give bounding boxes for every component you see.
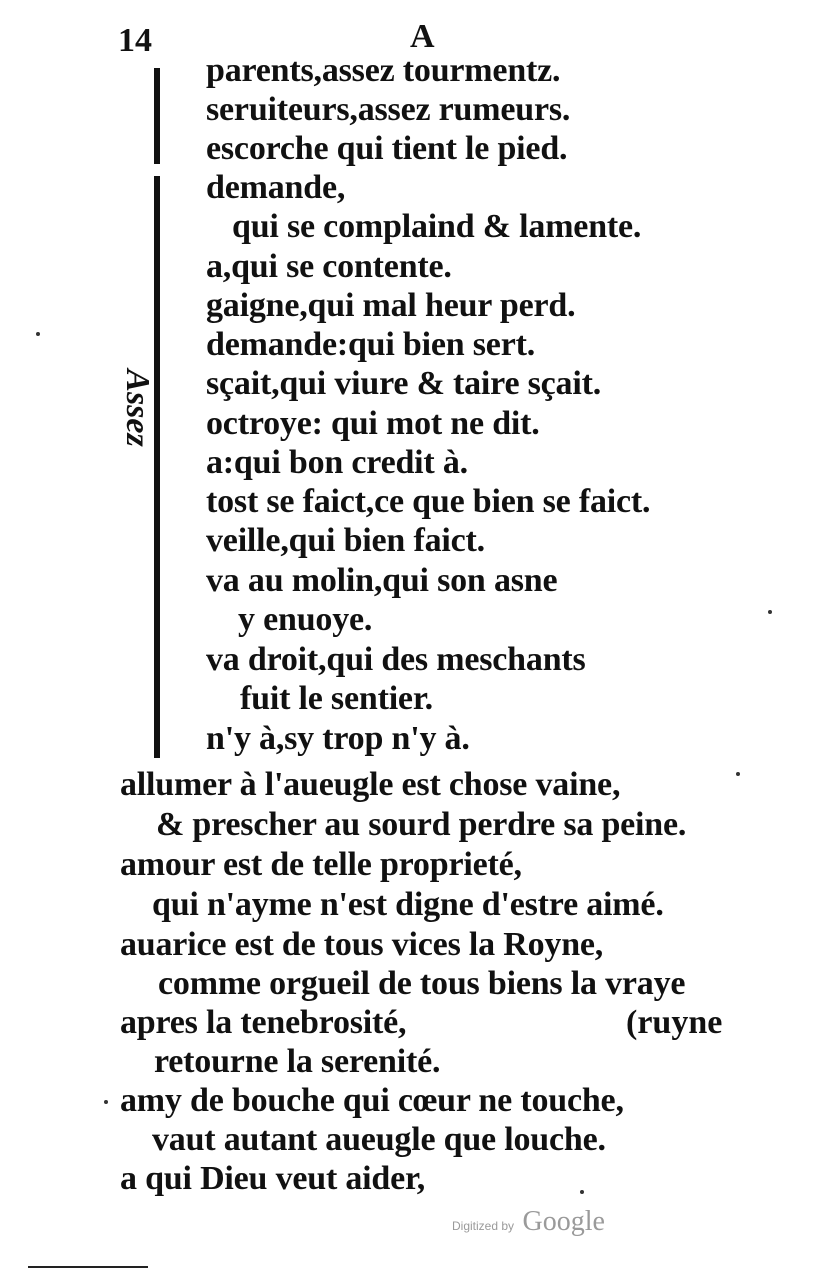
bracket-line: va droit,qui des meschants (206, 641, 586, 678)
bracket-line: sçait,qui viure & taire sçait. (206, 365, 602, 402)
bracket-line: va au molin,qui son asne (206, 562, 558, 599)
bracket-line: tost se faict,ce que bien se faict. (206, 483, 651, 520)
scan-speck (768, 610, 772, 614)
bracket-line: seruiteurs,assez rumeurs. (206, 91, 571, 128)
ruyne-fragment: (ruyne (626, 1004, 723, 1041)
watermark-brand: Google (522, 1206, 605, 1237)
bracket-line: demande:qui bien sert. (206, 326, 536, 363)
proverb-line: comme orgueil de tous biens la vraye (158, 965, 686, 1002)
proverb-line: retourne la serenité. (154, 1043, 441, 1080)
proverb-line: allumer à l'aueugle est chose vaine, (120, 766, 621, 803)
proverb-line: qui n'ayme n'est digne d'estre aimé. (152, 886, 664, 923)
bracket-line: octroye: qui mot ne dit. (206, 405, 540, 442)
proverb-line: apres la tenebrosité, (120, 1004, 407, 1041)
bracket-line: demande, (206, 169, 346, 206)
digitized-watermark (452, 1206, 605, 1238)
bracket-line: qui se complaind & lamente. (232, 208, 642, 245)
proverb-line: amour est de telle proprieté, (120, 846, 522, 883)
bracket-line: y enuoye. (238, 601, 373, 638)
bracket-line-main (154, 176, 160, 758)
proverb-line: & prescher au sourd perdre sa peine. (156, 806, 687, 843)
bracket-line: veille,qui bien faict. (206, 522, 485, 559)
bracket-line: gaigne,qui mal heur perd. (206, 287, 576, 324)
signature-letter: A (410, 18, 435, 55)
bracket-line: parents,assez tourmentz. (206, 52, 561, 89)
page-number: 14 (118, 22, 152, 59)
bracket-line: escorche qui tient le pied. (206, 130, 568, 167)
scan-speck (104, 1100, 108, 1104)
bracket-line: fuit le sentier. (240, 680, 433, 717)
watermark-prefix: Digitized by (452, 1219, 515, 1233)
scan-speck (580, 1190, 584, 1194)
bracket-line: n'y à,sy trop n'y à. (206, 720, 470, 757)
proverb-line: vaut autant aueugle que louche. (152, 1121, 606, 1158)
scan-speck (36, 332, 40, 336)
scan-speck (736, 772, 740, 776)
proverb-line: auarice est de tous vices la Royne, (120, 926, 604, 963)
side-word-assez: Assez (119, 369, 156, 447)
bracket-line-top (154, 68, 160, 164)
bracket-line: a,qui se contente. (206, 248, 452, 285)
proverb-line: a qui Dieu veut aider, (120, 1160, 426, 1197)
bracket-line: a:qui bon credit à. (206, 444, 468, 481)
bottom-rule (28, 1266, 148, 1268)
proverb-line: amy de bouche qui cœur ne touche, (120, 1082, 624, 1119)
